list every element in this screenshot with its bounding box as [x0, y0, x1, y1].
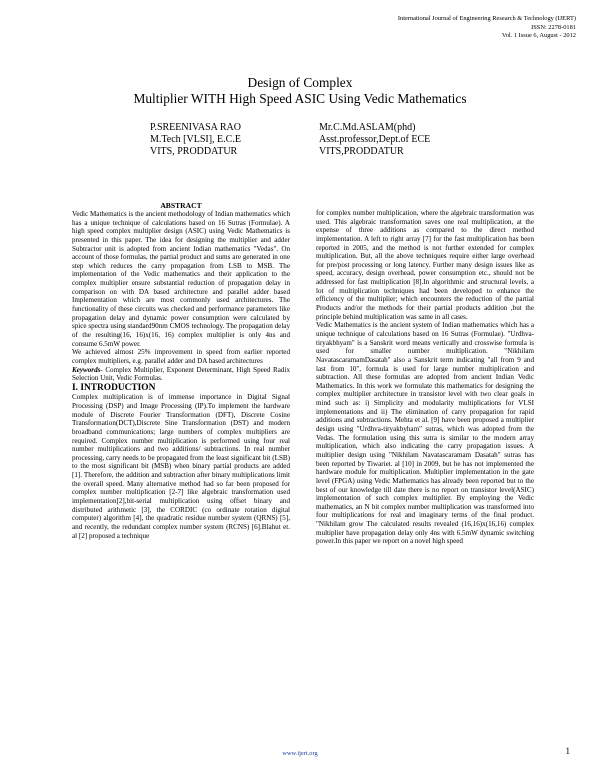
intro-heading: I. INTRODUCTION: [72, 382, 156, 393]
author-right-affiliation: VITS,PRODDATUR: [319, 146, 404, 158]
author-left: [150, 122, 241, 159]
author-right: [319, 122, 430, 159]
author-left-affiliation: VITS, PRODDATUR: [150, 146, 238, 158]
left-column: [72, 201, 290, 540]
keywords: [72, 366, 290, 383]
author-right-position: Asst.professor,Dept.of ECE: [319, 134, 431, 146]
keywords-text: - Complex Multiplier, Exponent Determinant, High Speed Radix Selection Unit, Vedic Formulas.: [72, 365, 290, 383]
author-right-name: Mr.C.Md.ASLAM(phd): [319, 122, 416, 133]
abstract-heading: ABSTRACT: [160, 201, 202, 210]
keywords-label: Keywords: [72, 365, 101, 374]
author-left-degree: M.Tech [VLSI], E.C.E: [150, 134, 241, 146]
title-line-1: Design of Complex: [247, 75, 353, 90]
abstract-body: Vedic Mathematics is the ancient methodology of Indian mathematics which has a unique technique of calculations based on 16 Sutras (Formulae). A high speed complex multiplier design (ASIC) using Vedic Mathematics is presented in this paper. The idea for designing the multiplier and adder Subtractor unit is adopted from ancient Indian mathematics "Vedas". On account of those formulas, the partial product and sums are generated in one step which reduces the carry propagation from LSB to MSB. The implementation of the Vedic mathematics and their application to the complex multiplier ensure substantial reduction of propagation delay in comparison on with DA based architecture and parallel adder based Implementation which are most commonly used architectures. The functionality of these circuits was checked and performance parameters like propagation delay and dynamic power consumption were calculated by spice spectra using standard90nm CMOS technology. The propagation delay of the resulting(16, 16)x(16, 16) complex multiplier is only 4ns and consume 6.5mW power.: [72, 210, 290, 348]
paper-title: [0, 75, 600, 106]
page-number: 1: [565, 746, 570, 756]
intro-body: Complex multiplication is of immense importance in Digital Signal Processing (DSP) and Image Processing (IP).To implement the hardware module of Discrete Fourier Transformation (DFT), Discrete Cosine Transformation(DCT),Discrete Sine Transformation (DST) and modern broadband communications; large numbers of complex multipliers are required. Complex number multiplication is performed using four real number multiplications and two additions/ subtractions. In real number processing, carry needs to be propagated from the least significant bit (LSB) to the most significant bit (MSB) when binary partial products are added [1]. Therefore, the addition and subtraction after binary multiplications limit the overall speed. Many alternative method had so far been proposed for complex number multiplication [2-7] like algebraic transformation used implementation[2],bit-serial multiplication using offset binary and distributed arithmetic [3], the CORDIC (co ordinate rotation digital computer) algorithm [4], the quadratic residue number system (QRNS) [5], and recently, the redundant complex number system (RCNS) [6].Blahut et. al [2] proposed a technique: [72, 393, 290, 540]
journal-name: International Journal of Engineering Research & Technology (IJERT): [397, 15, 576, 22]
right-para-2: Vedic Mathematics is the ancient system of Indian mathematics which has a unique technique of calculations based on 16 Sutras (Formulae). "Urdhva-tiryakbhyam" is a Sanskrit word means vertically and crosswise formula is used for smaller number multiplication. "Nikhilam NavatascaramamDasatah" also a Sanskrit term indicating "all from 9 and last from 10", formula is used for large number multiplication and subtraction. All these formulas are adopted from ancient Indian Vedic Mathematics. In this work we formulate this mathematics for designing the complex multiplier architecture in transistor level with two clear goals in mind such as: i) Simplicity and modularity multiplications for VLSI implementations and ii) The elimination of carry propagation for rapid additions and subtractions. Mehta et al. [9] have been proposed a multiplier design using "Urdhva-tiryakbyham" sutras, which was adopted from the Vedas. The formulation using this sutra is similar to the modern array multiplication, which also indicating the carry propagation issues. A multiplier design using "Nikhilam Navatascaramam Dasatah" sutras has been reported by Tiwariet. al [10] in 2009, but he has not implemented the hardware module for multiplication. Multiplier implementation in the gate level (FPGA) using Vedic Mathematics has already been reported but to the best of our knowledge till date there is no report on transistor level(ASIC) implementation of such complex multiplier. By employing the Vedic mathematics, an N bit complex number multiplication was transformed into four multiplications for real and imaginary terms of the final product. "Nikhilam grow The calculated results revealed (16,16)x(16,16) complex multiplier have propagation delay only 4ns with 6.5mW dynamic switching power.In this paper we report on a novel high speed: [316, 321, 534, 546]
abstract-body-2: We achieved almost 25% improvement in speed from earlier reported complex multipliers, e.g. parallel adder and DA based architectures: [72, 348, 290, 365]
title-line-2: Multiplier WITH High Speed ASIC Using Vedic Mathematics: [133, 90, 467, 106]
footer-url[interactable]: www.ijert.org: [282, 750, 318, 757]
volume-issue: Vol. 1 Issue 6, August - 2012: [501, 32, 576, 40]
right-column: [316, 209, 534, 546]
issn: ISSN: 2278-0181: [531, 23, 576, 31]
journal-header: [316, 15, 576, 41]
right-para-1: for complex number multiplication, where the algebraic transformation was used. This algebraic transformation saves one real multiplication, at the expense of three additions as compared to the direct method implementation. A left to right array [7] for the fast multiplication has been reported in 2005, and the method is not further extended for complex multiplication. But, all the above techniques require either large overhead for pre/post processing or long latency. Further many design issues like as speed, accuracy, design overhead, power consumption etc., should not be addressed for fast multiplication [8].In algorithmic and structural levels, a lot of multiplication techniques had been developed to enhance the efficiency of the multiplier; which encounters the reduction of the partial Products and/or the methods for their partial products addition ,but the principle behind multiplication was same in all cases.: [316, 209, 534, 321]
author-left-name: P.SREENIVASA RAO: [150, 122, 241, 133]
